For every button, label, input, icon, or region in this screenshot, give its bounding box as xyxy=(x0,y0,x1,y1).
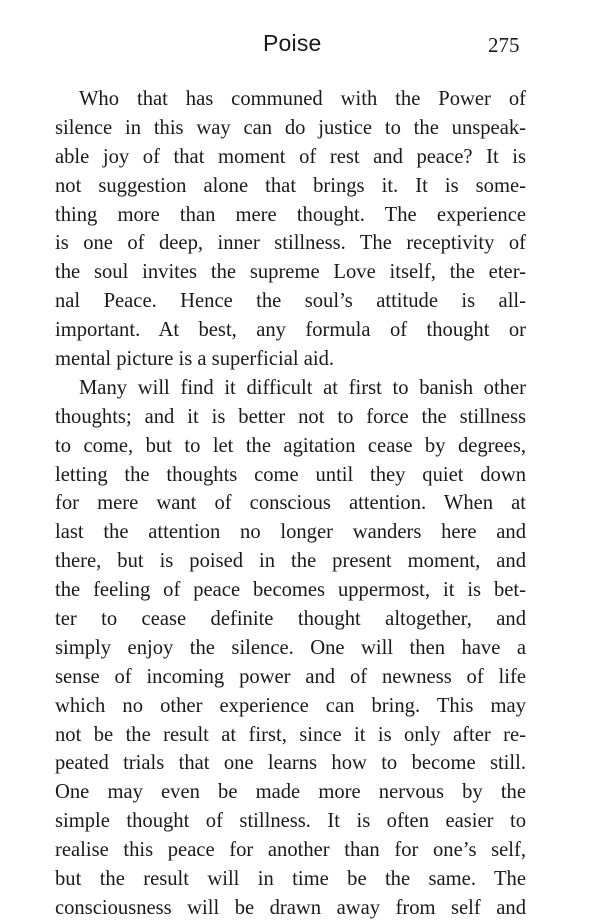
text-line: to come, but to let the agitation cease by degrees, xyxy=(55,434,526,457)
text-line: simply enjoy the silence. One will then have a xyxy=(55,636,526,659)
body-text xyxy=(55,85,526,923)
text-line: thoughts; and it is better not to force the stillness xyxy=(55,405,526,428)
text-line: simple thought of stillness. It is often easier to xyxy=(55,810,526,833)
text-line: Who that has communed with the Power of xyxy=(79,88,526,110)
running-head xyxy=(0,30,600,64)
page-number: 275 xyxy=(488,33,520,57)
text-line: but the result will in time be the same. The xyxy=(55,868,526,891)
text-line: realise this peace for another than for one’s self, xyxy=(55,839,526,862)
paragraph-1 xyxy=(55,85,526,374)
text-line: consciousness will be drawn away from self and xyxy=(55,896,526,919)
text-line: Many will find it difficult at first to banish other xyxy=(79,376,526,399)
text-line: sense of incoming power and of newness of life xyxy=(55,665,526,688)
text-line: able joy of that moment of rest and peace? It is xyxy=(55,145,526,168)
text-line: is one of deep, inner stillness. The receptivity of xyxy=(55,232,526,255)
text-line: mental picture is a superficial aid. xyxy=(55,348,335,371)
text-line: the feeling of peace becomes uppermost, it is bet- xyxy=(55,579,526,602)
text-line: not suggestion alone that brings it. It is some- xyxy=(55,174,526,197)
text-line: the soul invites the supreme Love itself, the eter- xyxy=(55,261,526,284)
text-line: ter to cease definite thought altogether, and xyxy=(55,608,526,631)
text-line: One may even be made more nervous by the xyxy=(55,781,526,804)
text-line: not be the result at first, since it is only after re- xyxy=(55,723,526,746)
text-line: letting the thoughts come until they quiet down xyxy=(55,463,526,486)
text-line: peated trials that one learns how to become still. xyxy=(55,752,526,775)
paragraph-2 xyxy=(55,374,526,923)
text-line: there, but is poised in the present moment, and xyxy=(55,550,526,573)
text-line: important. At best, any formula of thought or xyxy=(55,319,526,342)
text-line: which no other experience can bring. This may xyxy=(55,694,526,717)
text-line: thing more than mere thought. The experience xyxy=(55,203,526,226)
text-line: nal Peace. Hence the soul’s attitude is all- xyxy=(55,290,526,313)
text-line: for mere want of conscious attention. When at xyxy=(55,492,526,515)
text-line: silence in this way can do justice to the unspeak- xyxy=(55,116,526,139)
text-line: last the attention no longer wanders here and xyxy=(55,521,526,544)
running-title: Poise xyxy=(263,30,322,56)
